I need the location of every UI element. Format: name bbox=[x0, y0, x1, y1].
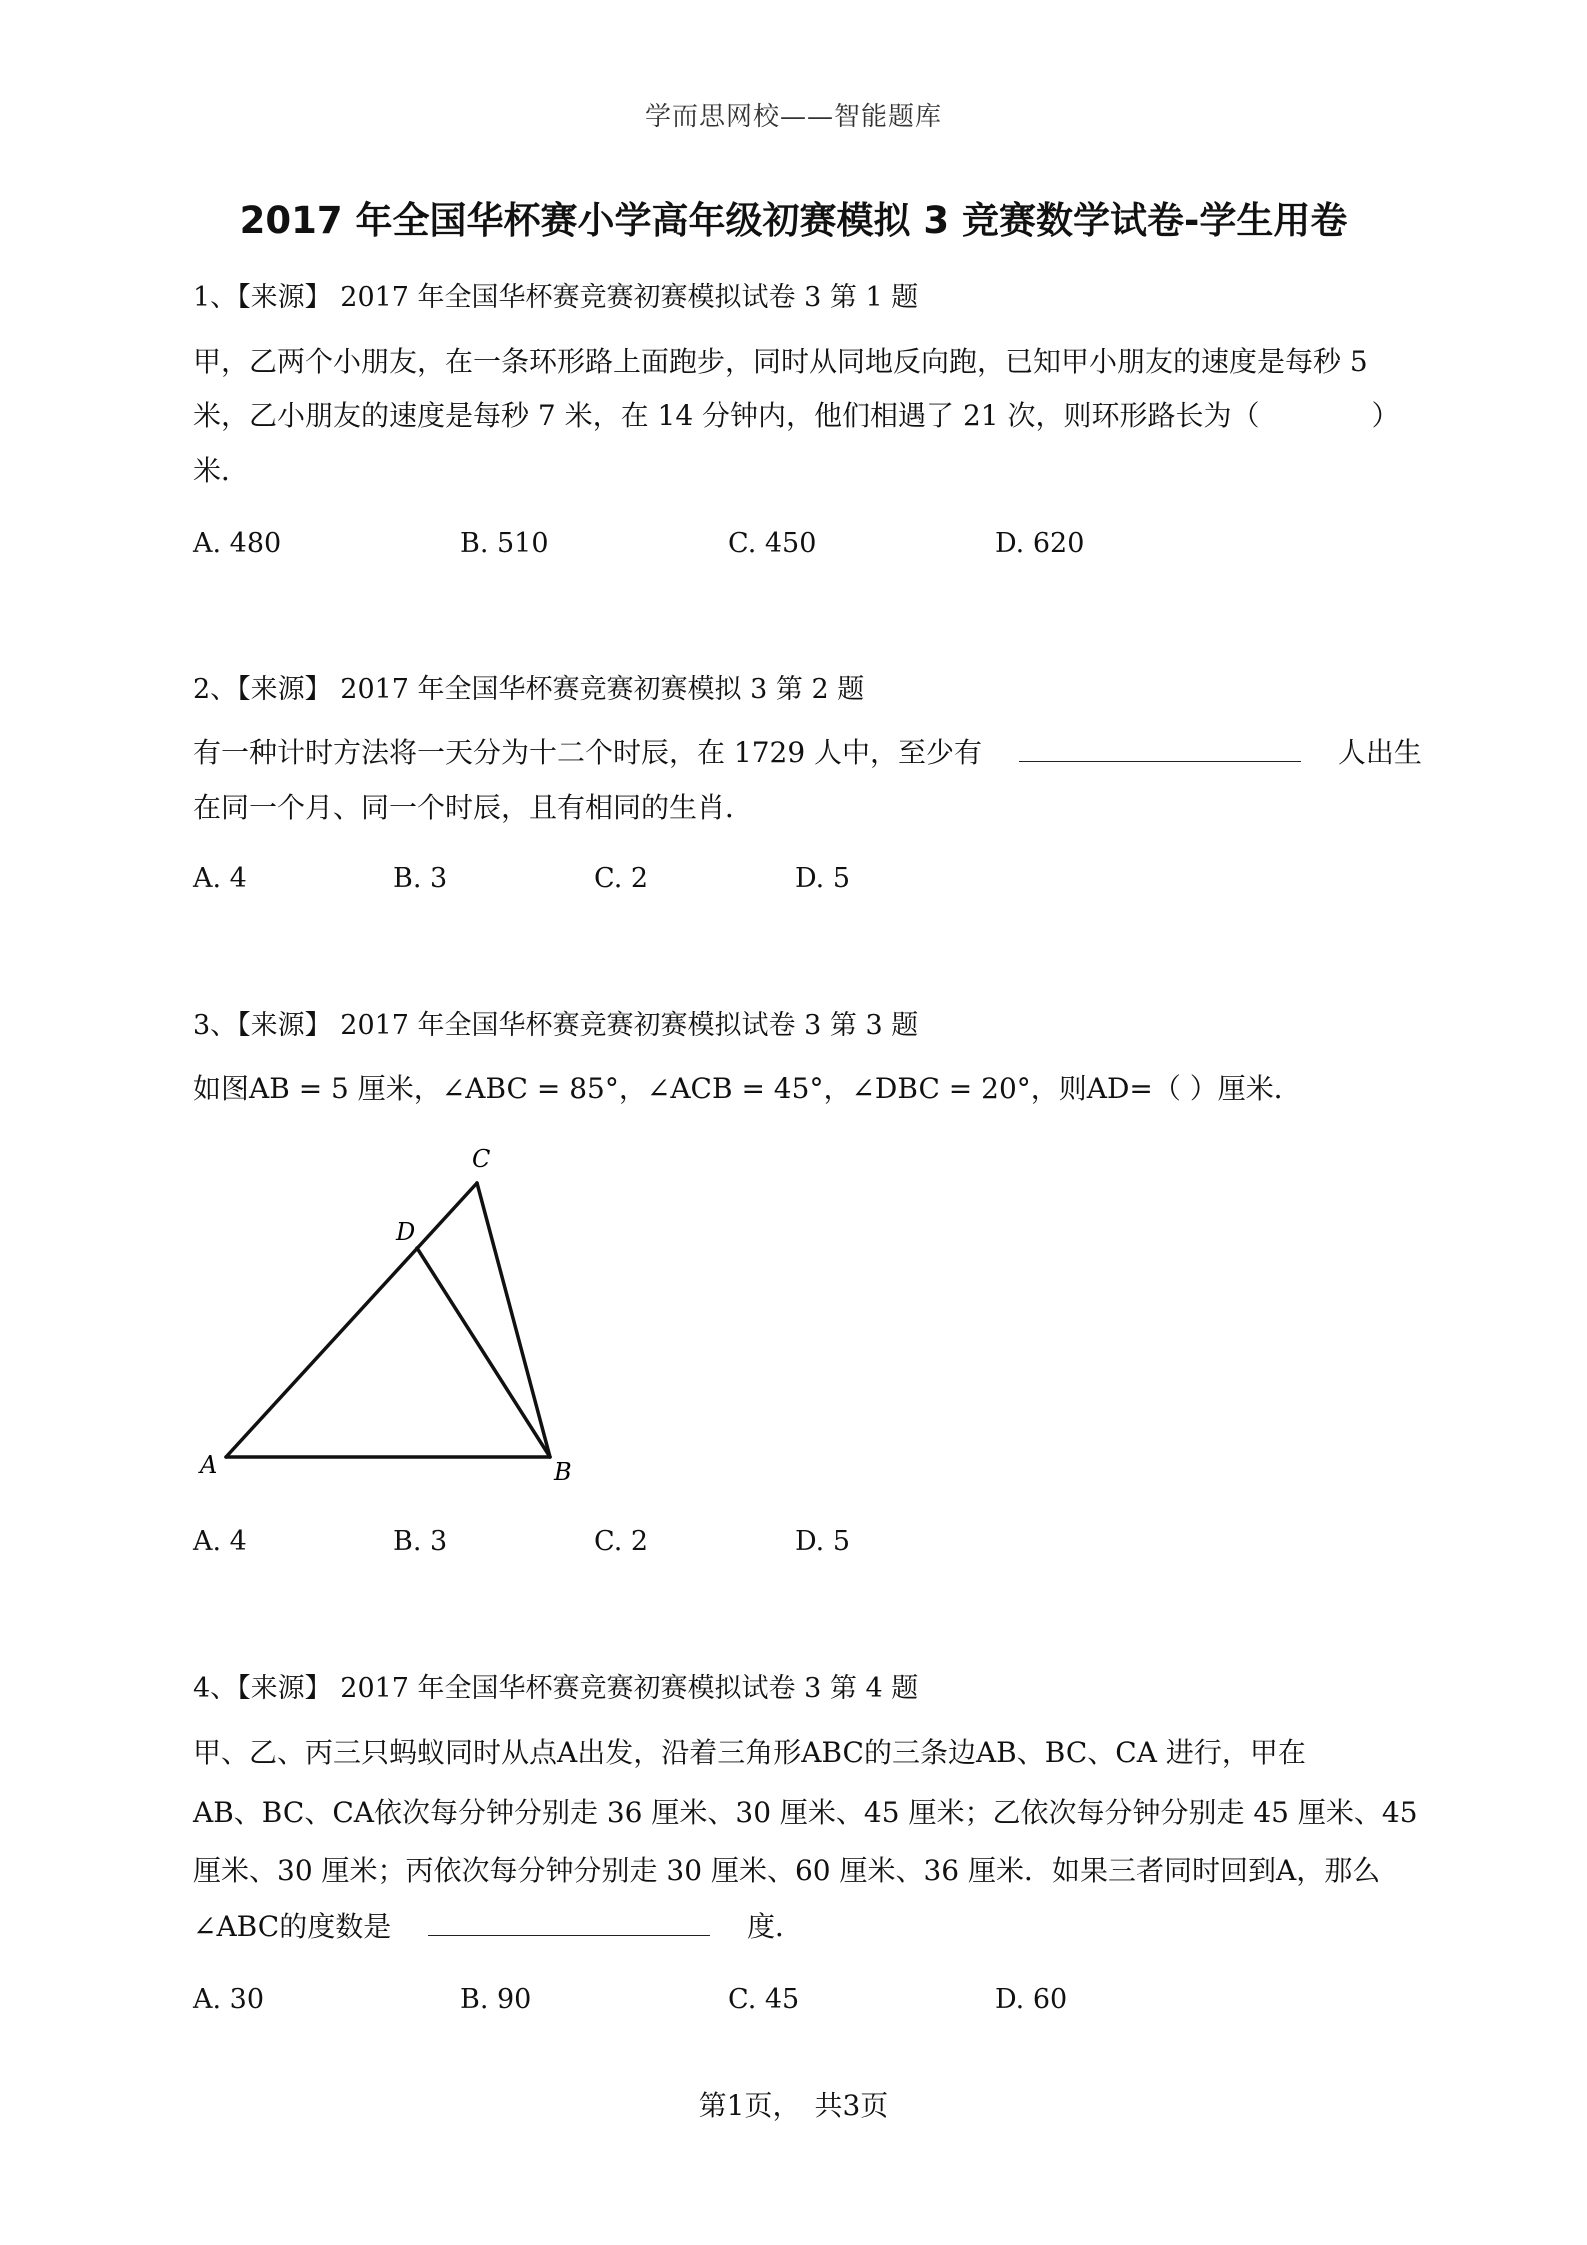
page-header: 学而思网校——智能题库 bbox=[644, 102, 942, 132]
answer-blank[interactable] bbox=[428, 1913, 710, 1936]
question-source: 2、【来源】 2017 年全国华杯赛竞赛初赛模拟 3 第 2 题 bbox=[193, 674, 865, 705]
segment-db bbox=[417, 1248, 550, 1457]
question-text-line: 米． bbox=[193, 454, 250, 487]
option-a[interactable]: A. 4 bbox=[193, 863, 247, 894]
segment-ac bbox=[226, 1183, 477, 1457]
segment-cb bbox=[477, 1183, 550, 1457]
option-b[interactable]: B. 510 bbox=[460, 528, 549, 559]
option-a[interactable]: A. 4 bbox=[193, 1526, 247, 1557]
question-text-line: 甲、乙、丙三只蚂蚁同时从点A出发，沿着三角形ABC的三条边AB、BC、CA 进行，甲在 bbox=[193, 1736, 1306, 1769]
question-source: 4、【来源】 2017 年全国华杯赛竞赛初赛模拟试卷 3 第 4 题 bbox=[193, 1673, 919, 1704]
question-text-line: 如图AB = 5 厘米，∠ABC = 85°，∠ACB = 45°，∠DBC = 20°，则AD=（ ）厘米． bbox=[193, 1072, 1302, 1105]
question-source: 1、【来源】 2017 年全国华杯赛竞赛初赛模拟试卷 3 第 1 题 bbox=[193, 282, 919, 313]
option-c[interactable]: C. 45 bbox=[728, 1984, 800, 2015]
option-b[interactable]: B. 90 bbox=[460, 1984, 532, 2015]
option-c[interactable]: C. 450 bbox=[728, 528, 817, 559]
option-d[interactable]: D. 5 bbox=[795, 1526, 851, 1557]
option-d[interactable]: D. 5 bbox=[795, 863, 851, 894]
page-title: 2017 年全国华杯赛小学高年级初赛模拟 3 竞赛数学试卷-学生用卷 bbox=[239, 199, 1348, 242]
option-c[interactable]: C. 2 bbox=[594, 1526, 649, 1557]
option-b[interactable]: B. 3 bbox=[393, 1526, 448, 1557]
triangle-figure bbox=[190, 1135, 610, 1490]
question-text-line: 有一种计时方法将一天分为十二个时辰，在 1729 人中，至少有 bbox=[193, 736, 983, 769]
page-footer: 第1页， 共3页 bbox=[698, 2089, 889, 2122]
answer-blank[interactable] bbox=[1019, 739, 1301, 762]
label-d: D bbox=[396, 1218, 416, 1246]
question-text-line: 米，乙小朋友的速度是每秒 7 米，在 14 分钟内，他们相遇了 21 次，则环形路长为（ ） bbox=[193, 399, 1400, 432]
question-text-line: 在同一个月、同一个时辰，且有相同的生肖． bbox=[193, 791, 754, 824]
question-text-after-blank: 人出生 bbox=[1337, 736, 1422, 769]
option-d[interactable]: D. 620 bbox=[995, 528, 1085, 559]
question-text-line: 厘米、30 厘米；丙依次每分钟分别走 30 厘米、60 厘米、36 厘米．如果三者同时回到A，那么 bbox=[193, 1854, 1381, 1887]
option-c[interactable]: C. 2 bbox=[594, 863, 649, 894]
label-c: C bbox=[472, 1145, 491, 1173]
question-source: 3、【来源】 2017 年全国华杯赛竞赛初赛模拟试卷 3 第 3 题 bbox=[193, 1010, 919, 1041]
option-a[interactable]: A. 30 bbox=[193, 1984, 265, 2015]
question-text-line: 甲，乙两个小朋友，在一条环形路上面跑步，同时从同地反向跑，已知甲小朋友的速度是每秒 5 bbox=[193, 345, 1368, 378]
question-text-after-blank: 度． bbox=[747, 1910, 804, 1943]
option-d[interactable]: D. 60 bbox=[995, 1984, 1068, 2015]
option-a[interactable]: A. 480 bbox=[193, 528, 282, 559]
label-b: B bbox=[554, 1458, 572, 1486]
option-b[interactable]: B. 3 bbox=[393, 863, 448, 894]
label-a: A bbox=[200, 1451, 218, 1479]
question-text-line: AB、BC、CA依次每分钟分别走 36 厘米、30 厘米、45 厘米；乙依次每分钟分别走 45 厘米、45 bbox=[193, 1796, 1418, 1829]
question-text-line: ∠ABC的度数是 bbox=[193, 1910, 392, 1943]
